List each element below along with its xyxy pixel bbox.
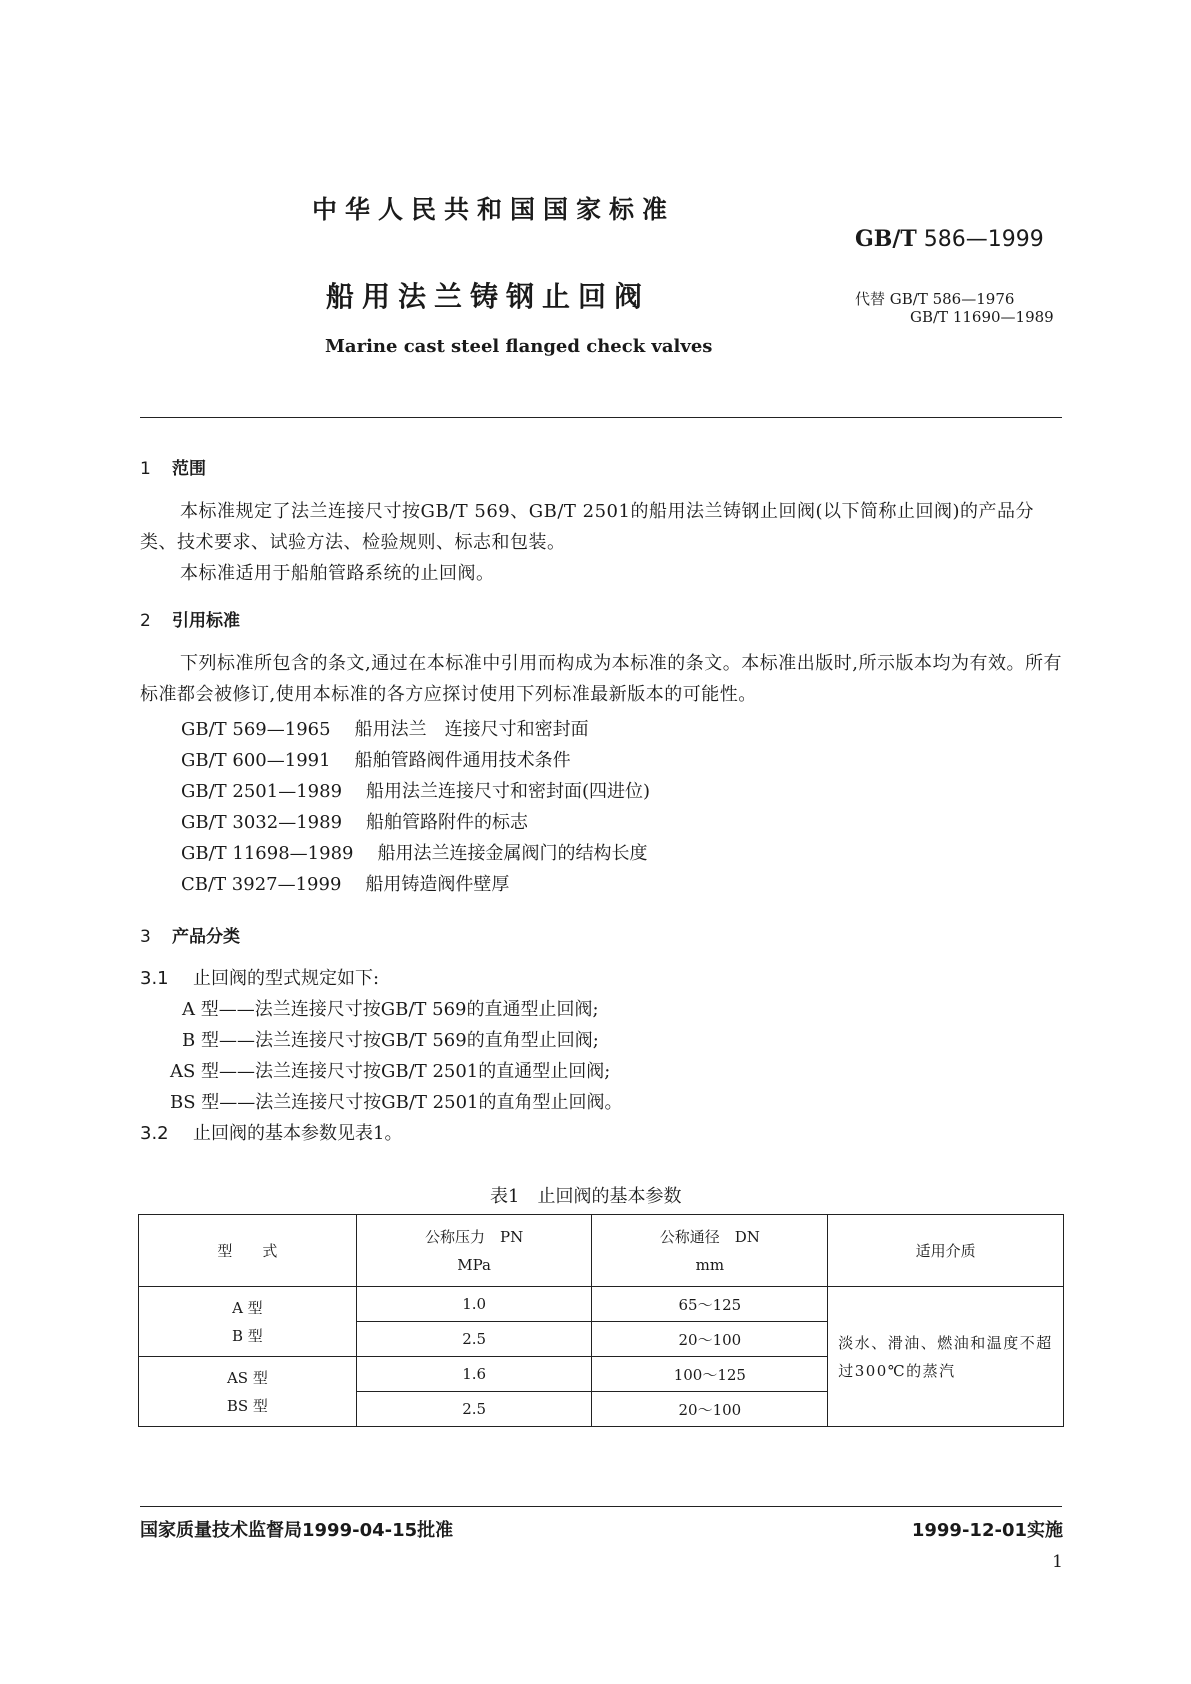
replaces-note [855,290,1054,326]
reference-item [181,808,528,834]
implementation-date: 1999-12-01实施 [911,1520,1063,1541]
reference-title: 船舶管路附件的标志 [366,812,529,833]
table-header-row [139,1215,1064,1287]
section-title: 产品分类 [172,927,240,947]
approval-line: 国家质量技术监督局1999-04-15批准 [140,1520,454,1541]
reference-title: 船舶管路阀件通用技术条件 [354,750,571,771]
section-1-heading [140,454,206,479]
dn-cell: 20～100 [592,1322,828,1357]
section-3-heading [140,922,240,947]
section-1-paragraph-1: 本标准规定了法兰连接尺寸按GB/T 569、GB/T 2501的船用法兰铸钢止回阀(以下简称止回阀)的产品分类、技术要求、试验方法、检验规则、标志和包装。 [140,501,1035,553]
reference-title: 船用法兰连接金属阀门的结构长度 [377,843,648,864]
reference-item [181,777,650,803]
reference-code: CB/T 3927—1999 [181,874,342,895]
header-pn-unit: MPa [457,1255,491,1274]
pn-cell: 1.6 [356,1357,592,1392]
section-number: 3 [140,927,151,947]
reference-code: GB/T 569—1965 [181,719,331,740]
header-dn-unit: mm [695,1255,725,1274]
clause-number: 3.2 [140,1123,169,1144]
type-cell: B 型 [231,1326,263,1345]
dn-cell: 100～125 [592,1357,828,1392]
basic-parameters-table [138,1214,1064,1427]
reference-title: 船用法兰连接尺寸和密封面(四进位) [366,781,651,802]
clause-number: 3.1 [140,968,169,989]
page-number: 1 [1052,1552,1063,1572]
footer-rule [140,1506,1062,1507]
clause-text: 止回阀的型式规定如下: [193,968,380,989]
valve-type-bs: BS 型——法兰连接尺寸按GB/T 2501的直角型止回阀。 [170,1092,623,1113]
table-row [139,1287,1064,1322]
standard-prefix: GB/T [855,226,917,252]
pn-cell: 2.5 [356,1322,592,1357]
medium-cell: 淡水、滑油、燃油和温度不超过300℃的蒸汽 [828,1287,1064,1427]
title-chinese: 船用法兰铸钢止回阀 [326,280,651,313]
section-1-paragraph-2: 本标准适用于船舶管路系统的止回阀。 [180,563,495,584]
replaces-line-1: 代替 GB/T 586—1976 [855,290,1015,308]
type-group-1 [139,1287,357,1357]
reference-item [181,839,647,865]
header-dn [592,1215,828,1287]
pn-cell: 1.0 [356,1287,592,1322]
type-group-2 [139,1357,357,1427]
section-title: 范围 [172,459,206,479]
reference-code: GB/T 11698—1989 [181,843,354,864]
title-english: Marine cast steel flanged check valves [325,336,713,357]
reference-code: GB/T 3032—1989 [181,812,343,833]
header-dn-label: 公称通径 DN [659,1227,760,1246]
reference-title: 船用铸造阀件壁厚 [365,874,510,895]
section-2-heading [140,606,240,631]
header-pn-label: 公称压力 PN [425,1227,524,1246]
section-number: 1 [140,459,151,479]
section-number: 2 [140,611,151,631]
valve-type-a: A 型——法兰连接尺寸按GB/T 569的直通型止回阀; [182,999,599,1020]
clause-3-1 [140,964,379,990]
standard-number-value: 586—1999 [923,227,1044,252]
type-cell: AS 型 [226,1368,268,1387]
section-2-paragraph-1: 下列标准所包含的条文,通过在本标准中引用而构成为本标准的条文。本标准出版时,所示版本均为有效。所有标准都会被修订,使用本标准的各方应探讨使用下列标准最新版本的可能性。 [140,653,1062,705]
reference-title: 船用法兰 连接尺寸和密封面 [354,719,589,740]
clause-3-2 [140,1119,402,1145]
standard-number [855,226,1044,252]
dn-cell: 65～125 [592,1287,828,1322]
reference-code: GB/T 2501—1989 [181,781,343,802]
clause-text: 止回阀的基本参数见表1。 [193,1123,403,1144]
replaces-line-2: GB/T 11690—1989 [910,308,1054,326]
type-cell: A 型 [232,1298,263,1317]
reference-item [181,746,571,772]
reference-item [181,715,589,741]
national-standard-heading: 中华人民共和国国家标准 [312,195,676,224]
header-medium: 适用介质 [828,1215,1064,1287]
header-rule [140,417,1062,418]
type-cell: BS 型 [226,1396,268,1415]
dn-cell: 20～100 [592,1392,828,1427]
valve-type-as: AS 型——法兰连接尺寸按GB/T 2501的直通型止回阀; [170,1061,611,1082]
section-title: 引用标准 [172,611,240,631]
reference-code: GB/T 600—1991 [181,750,331,771]
reference-item [181,870,509,896]
header-pn [356,1215,592,1287]
header-type: 型 式 [139,1215,357,1287]
table-caption: 表1 止回阀的基本参数 [490,1186,682,1207]
valve-type-b: B 型——法兰连接尺寸按GB/T 569的直角型止回阀; [182,1030,599,1051]
pn-cell: 2.5 [356,1392,592,1427]
